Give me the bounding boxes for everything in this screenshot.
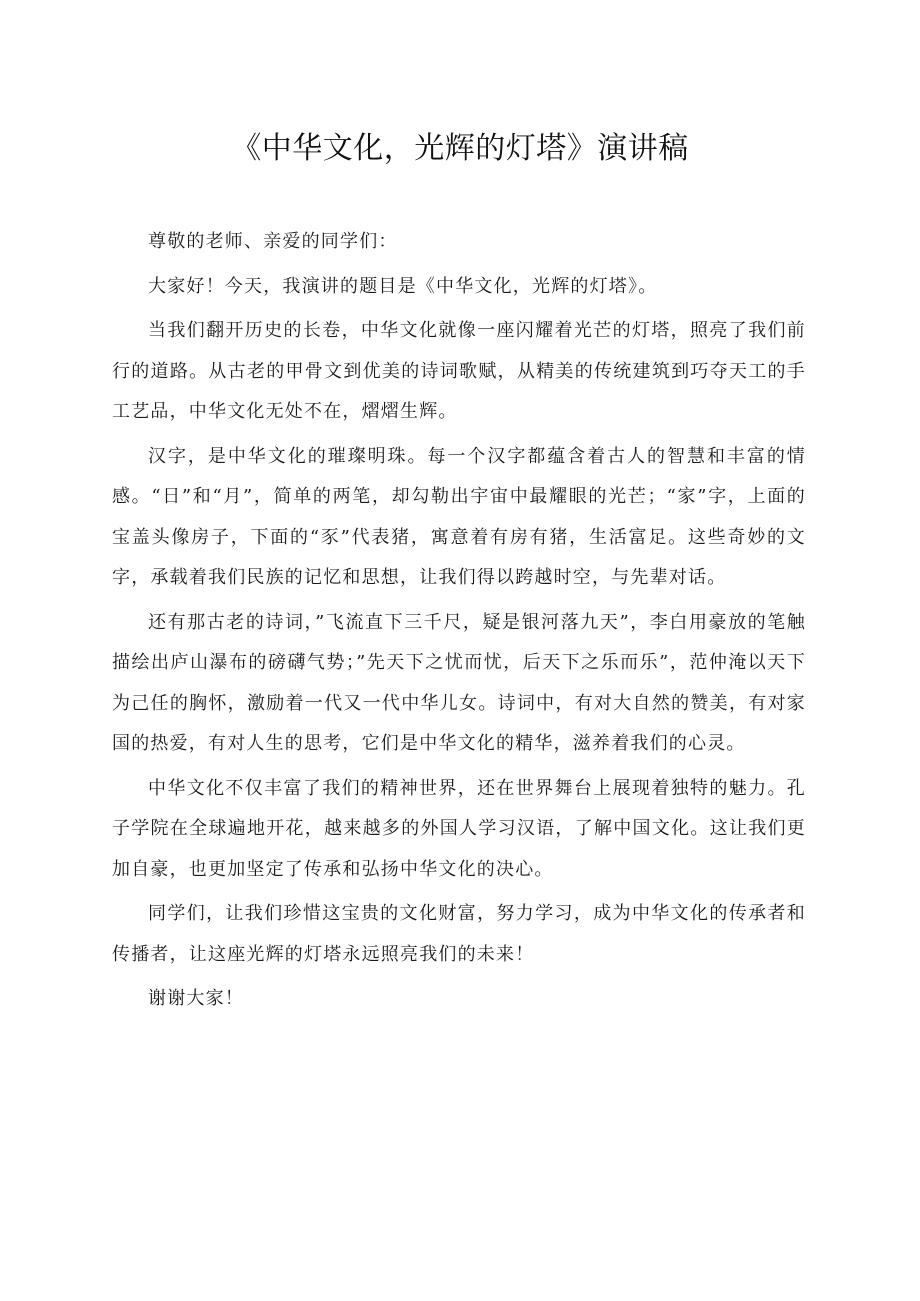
chinese-characters-paragraph: 汉字，是中华文化的璀璨明珠。每一个汉字都蕴含着古人的智慧和丰富的情感。“日”和“月”，简单的两笔，却勾勒出宇宙中最耀眼的光芒；“家”字，上面的宝盖头像房子，下面的“豕”代表猪，寓意着有房有猪，生活富足。这些奇妙的文字，承载着我们民族的记忆和思想，让我们得以跨越时空，与先辈对话。: [112, 445, 806, 588]
greeting-paragraph: 大家好！今天，我演讲的题目是《中华文化，光辉的灯塔》。: [148, 275, 658, 297]
speech-body: [112, 222, 806, 1024]
call-to-action-paragraph: 同学们，让我们珍惜这宝贵的文化财富，努力学习，成为中华文化的传承者和传播者，让这座光辉的灯塔永远照亮我们的未来！: [112, 903, 806, 965]
document-title: 《中华文化，光辉的灯塔》演讲稿: [231, 131, 689, 166]
world-influence-paragraph: 中华文化不仅丰富了我们的精神世界，还在世界舞台上展现着独特的魅力。孔子学院在全球遍地开花，越来越多的外国人学习汉语，了解中国文化。这让我们更加自豪，也更加坚定了传承和弘扬中华文化的决心。: [112, 777, 806, 880]
intro-paragraph: 当我们翻开历史的长卷，中华文化就像一座闪耀着光芒的灯塔，照亮了我们前行的道路。从古老的甲骨文到优美的诗词歌赋，从精美的传统建筑到巧夺天工的手工艺品，中华文化无处不在，熠熠生辉。: [112, 320, 806, 422]
poetry-paragraph: 还有那古老的诗词，”飞流直下三千尺，疑是银河落九天”，李白用豪放的笔触描绘出庐山瀑布的磅礴气势；”先天下之忧而忧，后天下之乐而乐”，范仲淹以天下为己任的胸怀，激励着一代又一代中华儿女。诗词中，有对大自然的赞美，有对家国的热爱，有对人生的思考，它们是中华文化的精华，滋养着我们的心灵。: [112, 611, 806, 754]
closing-paragraph: 谢谢大家！: [148, 988, 244, 1009]
salutation-paragraph: 尊敬的老师、亲爱的同学们：: [148, 231, 398, 252]
